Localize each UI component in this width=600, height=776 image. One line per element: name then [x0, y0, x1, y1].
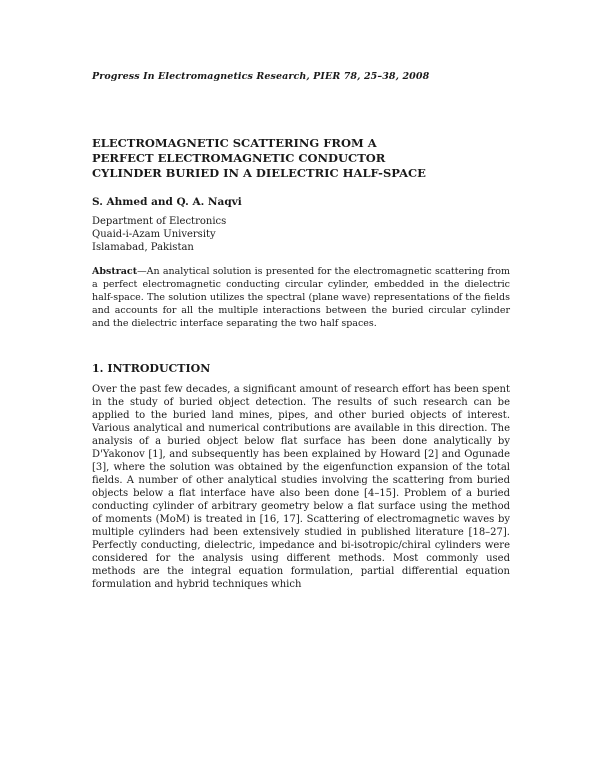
section-heading: 1. INTRODUCTION — [92, 362, 211, 375]
abstract-text: —An analytical solution is presented for the electromagnetic scattering from a perfect electromagnetic conducting circular cylinder, embedded in the dielectric half-space. The solution utilizes the spectral (plane wave) representations of the fields and accounts for all the multiple interactions between the buried circular cylinder and the dielectric interface separating the two half spaces. — [92, 266, 510, 329]
journal-header: Progress In Electromagnetics Research, PIER 78, 25–38, 2008 — [92, 71, 430, 82]
section-body: Over the past few decades, a significant amount of research effort has been spent in the study of buried object detection. The results of such research can be applied to the buried land mines, pipes, and other buried objects of interest. Various analytical and numerical contributions are available in this direction. The analysis of a buried object below flat surface has been done analytically by D'Yakonov [1], and subsequently has been explained by Howard [2] and Ogunade [3], where the solution was obtained by the eigenfunction expansion of the total fields. A number of other analytical studies involving the scattering from buried objects below a flat interface have also been done [4–15]. Problem of a buried conducting cylinder of arbitrary geometry below a flat surface using the method of moments (MoM) is treated in [16, 17]. Scattering of electromagnetic waves by multiple cylinders had been extensively studied in published literature [18–27]. Perfectly conducting, dielectric, impedance and bi-isotropic/chiral cylinders were considered for the analysis using different methods. Most commonly used methods are the integral equation formulation, partial differential equation formulation and hybrid techniques which — [92, 384, 510, 590]
paper-title — [92, 136, 512, 181]
title-line: CYLINDER BURIED IN A DIELECTRIC HALF-SPACE — [92, 166, 426, 180]
title-line: ELECTROMAGNETIC SCATTERING FROM A — [92, 136, 377, 150]
authors: S. Ahmed and Q. A. Naqvi — [92, 196, 242, 208]
abstract-label: Abstract — [92, 266, 138, 277]
abstract — [92, 265, 510, 330]
affiliation-line: Islamabad, Pakistan — [92, 242, 194, 253]
affiliation — [92, 215, 226, 254]
affiliation-line: Department of Electronics — [92, 216, 227, 227]
affiliation-line: Quaid-i-Azam University — [92, 229, 216, 240]
title-line: PERFECT ELECTROMAGNETIC CONDUCTOR — [92, 151, 386, 165]
